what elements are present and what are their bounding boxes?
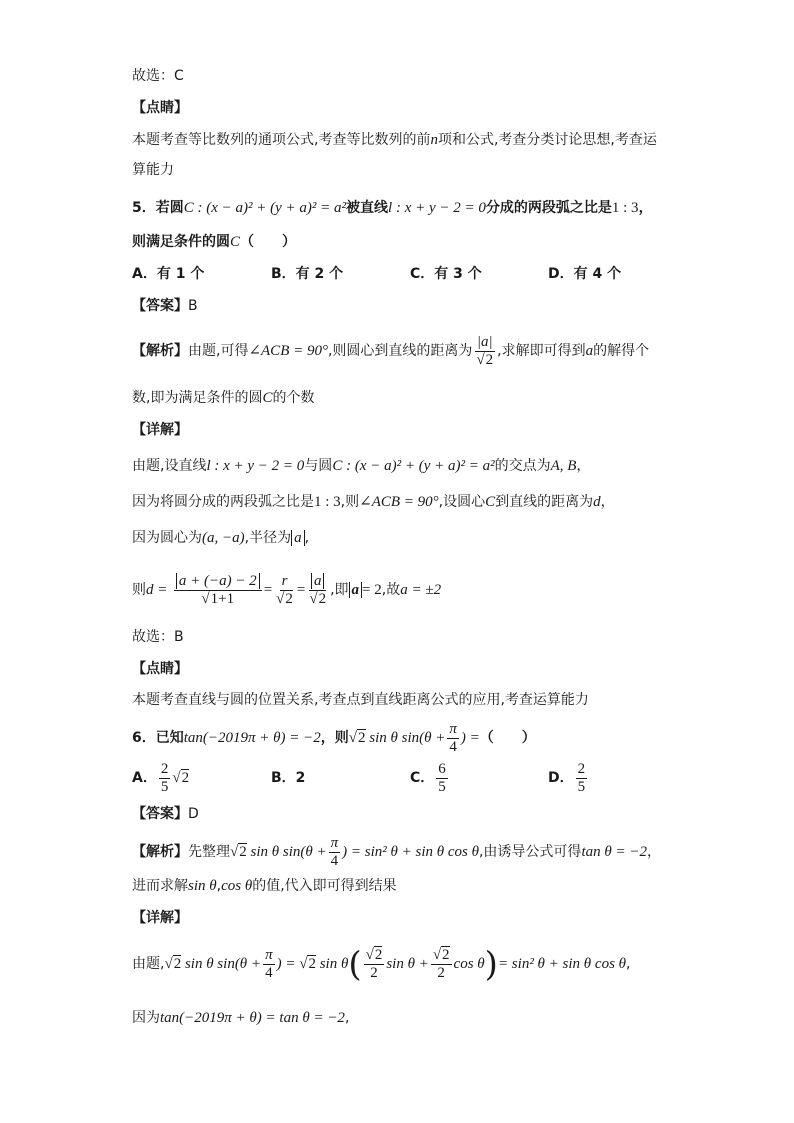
text: , [216,878,222,894]
text: , [626,956,631,972]
d-eq: d = [146,582,168,598]
denominator: √1+1 [201,590,235,607]
q5-option-b: B．有 2 个 [271,266,344,282]
q6-mid: ，则 [320,730,349,746]
q5-dianjing-text: 本题考查直线与圆的位置关系,考查点到直线距离公式的应用,考查运算能力 [132,692,589,708]
denominator: √2 [276,590,293,607]
q5-answer [132,296,198,316]
q6-analysis-line2 [132,876,397,896]
text: ,即 [330,582,349,598]
fraction-denominator: √2 [476,351,494,368]
expression: √2 sin θ sin(θ + $\frac{\pi}{4}$ ) = √2 sin θ( $\frac{√2}{2}$ sin θ + $\frac{√2}{2}$ cos θ)= sin² θ + sin θ cos θ [164,944,627,985]
q6-analysis-line1 [132,832,661,872]
result: a = ±2 [400,582,442,598]
center: (a, −a) [202,530,245,546]
q5-answer-value: B [188,298,198,314]
q6-option-c [410,758,450,798]
q6-option-a: A． $\frac{2}{5}$ √2 [132,760,190,795]
q6-answer-value: D [188,806,199,822]
text: 与圆 [304,458,333,474]
q5-analysis-c: ,求解即可得到 [497,343,586,359]
q5-ratio: 1 : 3 [611,200,639,216]
text: ,设圆心 [438,494,486,510]
text: 因为圆心为 [132,530,202,546]
q6-detail-line2 [132,1008,349,1028]
dianjing-text-line2: 算能力 [132,162,174,178]
q5-circle-eq: C : (x − a)² + (y + a)² = a² [183,200,347,216]
q5-option-a: A．有 1 个 [132,266,205,282]
q5-number: 5．若圆 [132,200,184,216]
dianjing-text-b: 项和公式,考查分类讨论思想,考查运 [437,132,657,148]
q6-detail-line1 [132,940,631,988]
q5-stem-end: ， [638,200,653,216]
text: 因为将圆分成的两段弧之比是 [132,494,314,510]
q5-analysis-line1 [132,331,649,371]
distance-fraction [174,573,262,608]
q6-stem [132,718,536,758]
cos-theta: cos θ [221,878,253,894]
q5-detail-line1 [132,456,590,476]
a-fraction [307,573,328,608]
text: 进而求解 [132,878,188,894]
q5-answer-tag: 【答案】 [132,298,188,314]
radius-abs: a [291,530,305,546]
text: , [344,1010,350,1026]
q5-analysis-angle: ∠ACB = 90° [248,343,328,359]
expression: √2 sin θ sin(θ + $\frac{\pi}{4}$ ) = sin² θ + sin θ cos θ [230,835,479,870]
q5-analysis-e: 数,即为满足条件的圆 [132,390,263,406]
text: 由题, [132,956,165,972]
q5-analysis-b: ,则圆心到直线的距离为 [327,343,473,359]
dianjing-heading: 【点睛】 [132,100,188,116]
var-n: n [430,132,438,148]
q5-stem-mid1: 被直线 [346,200,389,216]
q6-tan-eq: tan(−2019π + θ) = −2 [183,730,321,746]
ratio: 1 : 3 [314,494,341,510]
q5-line-eq: l : x + y − 2 = 0 [388,200,486,216]
text: 的值,代入即可得到结果 [252,878,397,894]
text: 则 [132,582,146,598]
text: ,则 [340,494,360,510]
label: A． [132,770,157,786]
text: 的交点为 [494,458,551,474]
q5-choice: 故选：B [132,629,184,645]
circle-eq: C : (x − a)² + (y + a)² = a² [332,458,495,474]
text: 因为 [132,1010,160,1026]
var-d: d [593,494,601,510]
sin-theta: sin θ [188,878,217,894]
q5-circle-c: C [230,234,241,250]
denominator: √2 [309,590,327,607]
numerator: a [309,573,327,591]
q5-analysis-a: 由题,可得 [188,343,249,359]
q5-option-d: D．有 4 个 [548,266,622,282]
numerator: r [281,572,288,589]
q5-stem-line2 [132,232,296,252]
q5-dianjing-heading: 【点睛】 [132,661,188,677]
line-eq: l : x + y − 2 = 0 [206,458,305,474]
text: 先整理 [188,844,230,860]
label: D． [548,770,574,786]
eq-2: = 2 [362,582,382,598]
equals: = [296,582,306,598]
q5-analysis-tag: 【解析】 [132,343,188,359]
dianjing-text-a: 本题考查等比数列的通项公式,考查等比数列的前 [132,132,431,148]
text: ,由诱导公式可得 [478,844,582,860]
q5-stem-line1 [132,198,653,218]
q5-detail-heading: 【详解】 [132,422,188,438]
q6-option-b: B．2 [271,770,306,786]
answer-choice-line: 故选：C [132,68,184,84]
q6-detail-heading: 【详解】 [132,910,188,926]
points-ab: A, B [550,458,577,474]
text: ， [576,458,591,474]
text: ,半径为 [244,530,292,546]
text: 由题,设直线 [132,458,207,474]
dianjing-text-line1 [132,130,657,150]
r-fraction [274,573,295,608]
var-c: C [262,390,273,406]
q5-analysis-f: 的个数 [272,390,315,406]
fraction: $\frac{2}{5}$ [160,760,169,795]
var-c: C [485,494,496,510]
text: ， [600,494,615,510]
label: C． [410,770,435,786]
q5-detail-line3 [132,528,309,548]
q5-analysis-line2 [132,388,314,408]
text: ， [646,844,661,860]
q5-stem-line2b: （ ） [240,234,297,250]
angle: ∠ACB = 90° [359,494,439,510]
q5-stem-line2a: 则满足条件的圆 [132,234,230,250]
numerator: a + (−a) − 2 [174,573,262,591]
tan-identity: tan(−2019π + θ) = tan θ = −2 [160,1010,345,1026]
q5-option-c: C．有 3 个 [410,266,482,282]
q6-number: 6．已知 [132,730,184,746]
q6-expression: √2 sin θ sin(θ + $\frac{\pi}{4}$ ) = [348,721,480,756]
tan-eq: tan θ = −2 [581,844,647,860]
text: 到直线的距离为 [495,494,594,510]
text: , [304,530,310,546]
text: ,故 [381,582,401,598]
q5-distance-fraction [474,334,495,369]
abs-a: a [349,582,363,598]
var-a: a [585,343,594,359]
equals: = [263,582,273,598]
q6-end: （ ） [479,730,536,746]
q6-answer [132,804,199,824]
q6-answer-tag: 【答案】 [132,806,188,822]
fraction: $\frac{2}{5}$ [577,760,586,795]
q6-analysis-tag: 【解析】 [132,844,188,860]
q5-stem-mid2: 分成的两段弧之比是 [485,200,612,216]
q5-detail-line2 [132,492,615,512]
q6-option-d [548,758,589,798]
q5-detail-line4 [132,570,441,610]
q5-analysis-d: 的解得个 [593,343,650,359]
fraction-numerator: |a| [476,333,493,350]
fraction: $\frac{6}{5}$ [438,760,446,795]
